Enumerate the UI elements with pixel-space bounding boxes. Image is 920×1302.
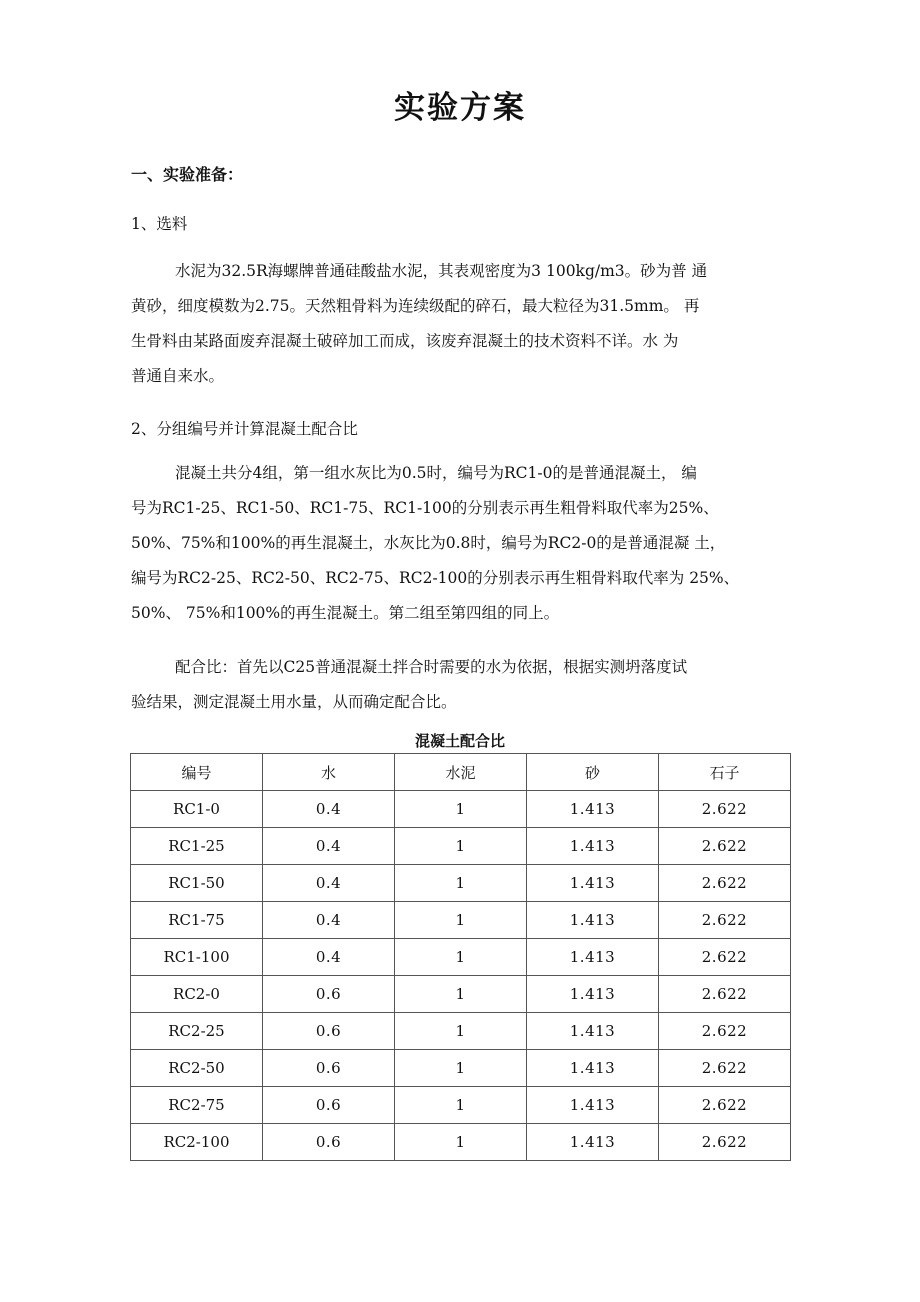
materials-paragraph <box>131 254 791 394</box>
paragraph-line: 混凝土共分4组，第一组水灰比为0.5时，编号为RC1-0的是普通混凝土， 编 <box>175 464 697 482</box>
cell-water: 0.6 <box>263 1050 395 1087</box>
cell-sand: 1.413 <box>527 1087 659 1124</box>
cell-cement: 1 <box>395 791 527 828</box>
paragraph-line: 生骨料由某路面废弃混凝土破碎加工而成，该废弃混凝土的技术资料不详。水 为 <box>131 332 679 350</box>
cell-water: 0.6 <box>263 1124 395 1161</box>
table-caption: 混凝土配合比 <box>414 732 505 750</box>
cell-cement: 1 <box>395 1124 527 1161</box>
cell-water: 0.6 <box>263 1013 395 1050</box>
table-row <box>131 865 791 902</box>
header-cell-id: 编号 <box>131 754 263 791</box>
cell-id: RC1-100 <box>131 939 263 976</box>
cell-water: 0.6 <box>263 976 395 1013</box>
header-cell-sand: 砂 <box>527 754 659 791</box>
cell-cement: 1 <box>395 1013 527 1050</box>
table-row <box>131 976 791 1013</box>
cell-sand: 1.413 <box>527 1013 659 1050</box>
cell-water: 0.4 <box>263 902 395 939</box>
table-row <box>131 1013 791 1050</box>
paragraph-line: 50%、75%和100%的再生混凝土，水灰比为0.8时，编号为RC2-0的是普通混凝 土， <box>131 534 726 552</box>
cell-water: 0.4 <box>263 939 395 976</box>
cell-sand: 1.413 <box>527 791 659 828</box>
cell-cement: 1 <box>395 865 527 902</box>
document-title: 实验方案 <box>394 90 526 126</box>
cell-stone: 2.622 <box>659 1050 791 1087</box>
cell-water: 0.4 <box>263 865 395 902</box>
cell-water: 0.4 <box>263 791 395 828</box>
cell-cement: 1 <box>395 1050 527 1087</box>
paragraph-line: 普通自来水。 <box>131 367 225 385</box>
cell-id: RC2-75 <box>131 1087 263 1124</box>
table-row <box>131 1050 791 1087</box>
paragraph-line: 配合比：首先以C25普通混凝土拌合时需要的水为依据，根据实测坍落度试 <box>175 658 688 676</box>
cell-cement: 1 <box>395 828 527 865</box>
paragraph-line: 验结果，测定混凝土用水量，从而确定配合比。 <box>131 693 457 711</box>
table-row <box>131 1124 791 1161</box>
mix-ratio-paragraph <box>131 650 791 720</box>
cell-water: 0.4 <box>263 828 395 865</box>
subsection-heading-grouping: 2、分组编号并计算混凝土配合比 <box>131 420 358 438</box>
cell-id: RC1-0 <box>131 791 263 828</box>
cell-sand: 1.413 <box>527 1050 659 1087</box>
cell-stone: 2.622 <box>659 939 791 976</box>
subsection-heading-materials: 1、选料 <box>131 215 188 233</box>
cell-sand: 1.413 <box>527 939 659 976</box>
cell-id: RC2-50 <box>131 1050 263 1087</box>
cell-id: RC1-50 <box>131 865 263 902</box>
table-row <box>131 828 791 865</box>
paragraph-line: 号为RC1-25、RC1-50、RC1-75、RC1-100的分别表示再生粗骨料取代率为25%、 <box>131 499 719 517</box>
cell-stone: 2.622 <box>659 865 791 902</box>
cell-id: RC1-25 <box>131 828 263 865</box>
cell-sand: 1.413 <box>527 865 659 902</box>
header-cell-cement: 水泥 <box>395 754 527 791</box>
cell-water: 0.6 <box>263 1087 395 1124</box>
header-cell-stone: 石子 <box>659 754 791 791</box>
table-row <box>131 902 791 939</box>
paragraph-line: 编号为RC2-25、RC2-50、RC2-75、RC2-100的分别表示再生粗骨料取代率为 25%、 <box>131 569 740 587</box>
cell-id: RC2-100 <box>131 1124 263 1161</box>
section-heading: 一、实验准备： <box>131 165 244 184</box>
table-row <box>131 939 791 976</box>
cell-stone: 2.622 <box>659 902 791 939</box>
cell-id: RC2-25 <box>131 1013 263 1050</box>
cell-id: RC1-75 <box>131 902 263 939</box>
cell-stone: 2.622 <box>659 1013 791 1050</box>
cell-id: RC2-0 <box>131 976 263 1013</box>
cell-sand: 1.413 <box>527 1124 659 1161</box>
cell-cement: 1 <box>395 902 527 939</box>
cell-sand: 1.413 <box>527 902 659 939</box>
cell-sand: 1.413 <box>527 976 659 1013</box>
paragraph-line: 50%、 75%和100%的再生混凝土。第二组至第四组的同上。 <box>131 604 560 622</box>
table-header-row <box>131 754 791 791</box>
header-cell-water: 水 <box>263 754 395 791</box>
mix-ratio-table <box>130 753 791 1161</box>
table-row <box>131 1087 791 1124</box>
table-row <box>131 791 791 828</box>
cell-stone: 2.622 <box>659 1124 791 1161</box>
cell-cement: 1 <box>395 1087 527 1124</box>
cell-stone: 2.622 <box>659 791 791 828</box>
paragraph-line: 水泥为32.5R海螺牌普通硅酸盐水泥，其表观密度为3 100kg/m3。砂为普 通 <box>175 262 708 280</box>
cell-stone: 2.622 <box>659 976 791 1013</box>
paragraph-line: 黄砂，细度模数为2.75。天然粗骨料为连续级配的碎石，最大粒径为31.5mm。 再 <box>131 297 700 315</box>
cell-cement: 1 <box>395 939 527 976</box>
cell-stone: 2.622 <box>659 1087 791 1124</box>
cell-stone: 2.622 <box>659 828 791 865</box>
cell-cement: 1 <box>395 976 527 1013</box>
grouping-paragraph <box>131 456 791 631</box>
cell-sand: 1.413 <box>527 828 659 865</box>
